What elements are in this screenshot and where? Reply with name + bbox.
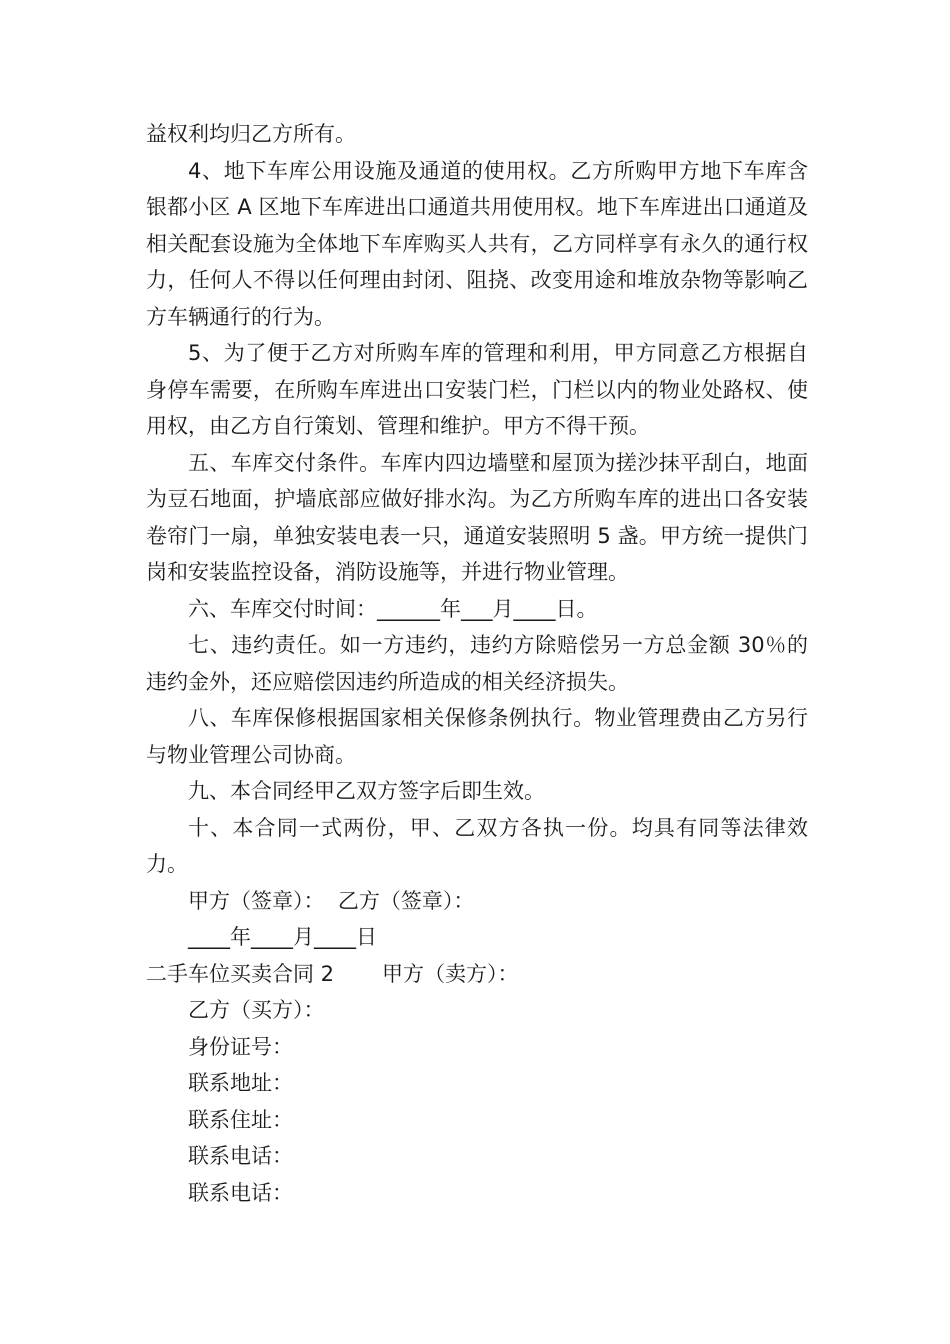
party-a-seller-label: 甲方（卖方）： bbox=[382, 961, 519, 986]
contact-phone-label: 联系电话： bbox=[188, 1144, 293, 1168]
clause-five-delivery-conditions: 五、车库交付条件。车库内四边墙壁和屋顶为搓沙抹平刮白，地面为豆石地面，护墙底部应做好排水沟。为乙方所购车库的进出口各安装卷帘门一扇，单独安装电表一只，通道安装照明 5 盏。甲方统一提供门岗和安装监控设备，消防设施等，并进行物业管理。 bbox=[146, 450, 808, 584]
clause-six-delivery-time: 六、车库交付时间：______年___月____日。 bbox=[188, 596, 598, 621]
clause-nine-effective: 九、本合同经甲乙双方签字后即生效。 bbox=[188, 779, 545, 803]
contact-address-label: 联系地址： bbox=[188, 1071, 293, 1095]
id-number-label: 身份证号： bbox=[188, 1034, 293, 1059]
clause-4-paragraph: 4、地下车库公用设施及通道的使用权。乙方所购甲方地下车库含银都小区 A 区地下车库进出口通道共用使用权。地下车库进出口通道及相关配套设施为全体地下车库购买人共有，乙方同样享有永久的通行权力，任何人不得以任何理由封闭、阻挠、改变用途和堆放杂物等影响乙方车辆通行的行为。 bbox=[146, 158, 808, 329]
contact-residence-label: 联系住址： bbox=[188, 1107, 293, 1132]
clause-ten-copies: 十、本合同一式两份，甲、乙双方各执一份。均具有同等法律效力。 bbox=[146, 815, 808, 876]
paragraph-continuation: 益权利均归乙方所有。 bbox=[146, 122, 356, 146]
party-b-buyer-label: 乙方（买方）： bbox=[188, 998, 325, 1022]
date-line: ____年____月____日 bbox=[188, 925, 377, 949]
second-contract-header-row bbox=[146, 956, 808, 993]
clause-5-paragraph: 5、为了便于乙方对所购车库的管理和利用，甲方同意乙方根据自身停车需要，在所购车库进出口安装门栏，门栏以内的物业处路权、使用权，由乙方自行策划、管理和维护。甲方不得干预。 bbox=[146, 341, 808, 438]
signature-line: 甲方（签章）： 乙方（签章）： bbox=[188, 888, 475, 913]
contact-phone-label-2: 联系电话： bbox=[188, 1180, 293, 1205]
document-page bbox=[146, 116, 808, 1211]
second-contract-title: 二手车位买卖合同 2 bbox=[146, 961, 335, 986]
clause-eight-warranty: 八、车库保修根据国家相关保修条例执行。物业管理费由乙方另行与物业管理公司协商。 bbox=[146, 706, 808, 767]
clause-seven-liability: 七、违约责任。如一方违约，违约方除赔偿另一方总金额 30％的违约金外，还应赔偿因违约所造成的相关经济损失。 bbox=[146, 633, 808, 694]
